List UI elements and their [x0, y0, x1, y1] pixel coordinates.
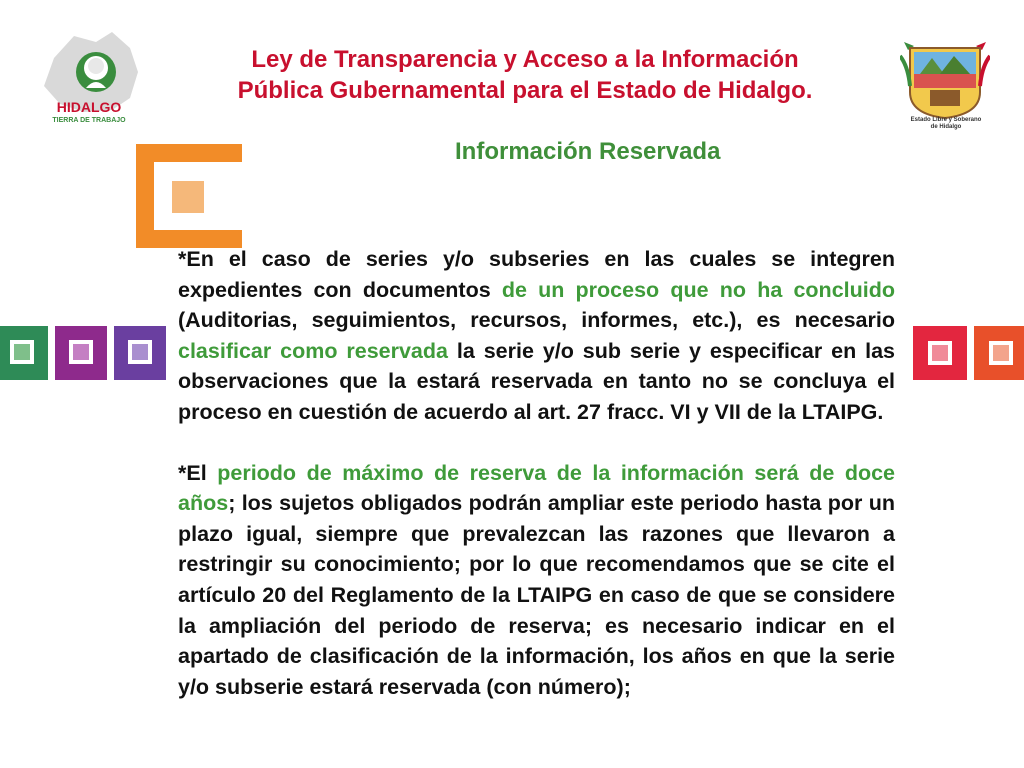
green-square-decoration: [0, 326, 48, 380]
section-subtitle: Información Reservada: [455, 138, 721, 165]
violet-square-decoration: [114, 326, 166, 380]
paragraph-1-text-c: la serie y/o sub serie y especificar en las observaciones que la estará reservada en tanto no se concluya el proceso en cuestión de acuerdo al art. 27 fracc. VI y VII de la LTAIPG.: [178, 338, 895, 424]
body-text: [178, 244, 895, 702]
page-title: [160, 44, 890, 106]
paragraph-1-highlight-process: de un proceso que no ha concluido: [501, 277, 895, 302]
purple-square-decoration: [55, 326, 107, 380]
paragraph-1-text-a: *En el caso de series y/o subseries en las cuales se integren expedientes con documentos: [178, 247, 895, 302]
paragraph-2-highlight-period: periodo de máximo de reserva de la información será de doce años: [178, 460, 896, 516]
logo-tagline-text: TIERRA DE TRABAJO: [52, 117, 126, 124]
paragraph-1-highlight-classify: clasificar como reservada: [178, 338, 448, 363]
paragraph-1-text-b: (Auditorias, seguimientos, recursos, informes, etc.), es necesario: [178, 308, 895, 333]
crest-caption: [906, 117, 986, 131]
title-line-1: Ley de Transparencia y Acceso a la Información: [251, 46, 799, 73]
title-line-2: Pública Gubernamental para el Estado de Hidalgo.: [237, 77, 813, 104]
orange-bracket-decoration: [136, 144, 244, 248]
paragraph-2-text-b: ; los sujetos obligados podrán ampliar este periodo hasta por un plazo igual, siempre que prevalezcan las razones que llevaron a restringir su conocimiento; por lo que recomendamos que se cite el artículo 20 del Reglamento de la LTAIPG en caso de que se considere la ampliación del periodo de reserva; es necesario indicar en el apartado de clasificación de la información, los años en que la serie y/o subserie estará reservada (con número);: [178, 491, 895, 699]
orange-inner-square: [172, 181, 204, 213]
red-square-decoration: [913, 326, 967, 380]
crest-caption-line-2: de Hidalgo: [930, 124, 962, 130]
crest-caption-line-1: Estado Libre y Soberano: [910, 117, 982, 123]
hidalgo-logo: [34, 28, 144, 128]
paragraph-2-text-a: *El: [178, 460, 218, 485]
paragraph-reserved-series: [178, 244, 895, 428]
paragraph-reserve-period: [178, 458, 895, 703]
logo-brand-text: HIDALGO: [56, 99, 122, 115]
orange-red-square-decoration: [974, 326, 1024, 380]
